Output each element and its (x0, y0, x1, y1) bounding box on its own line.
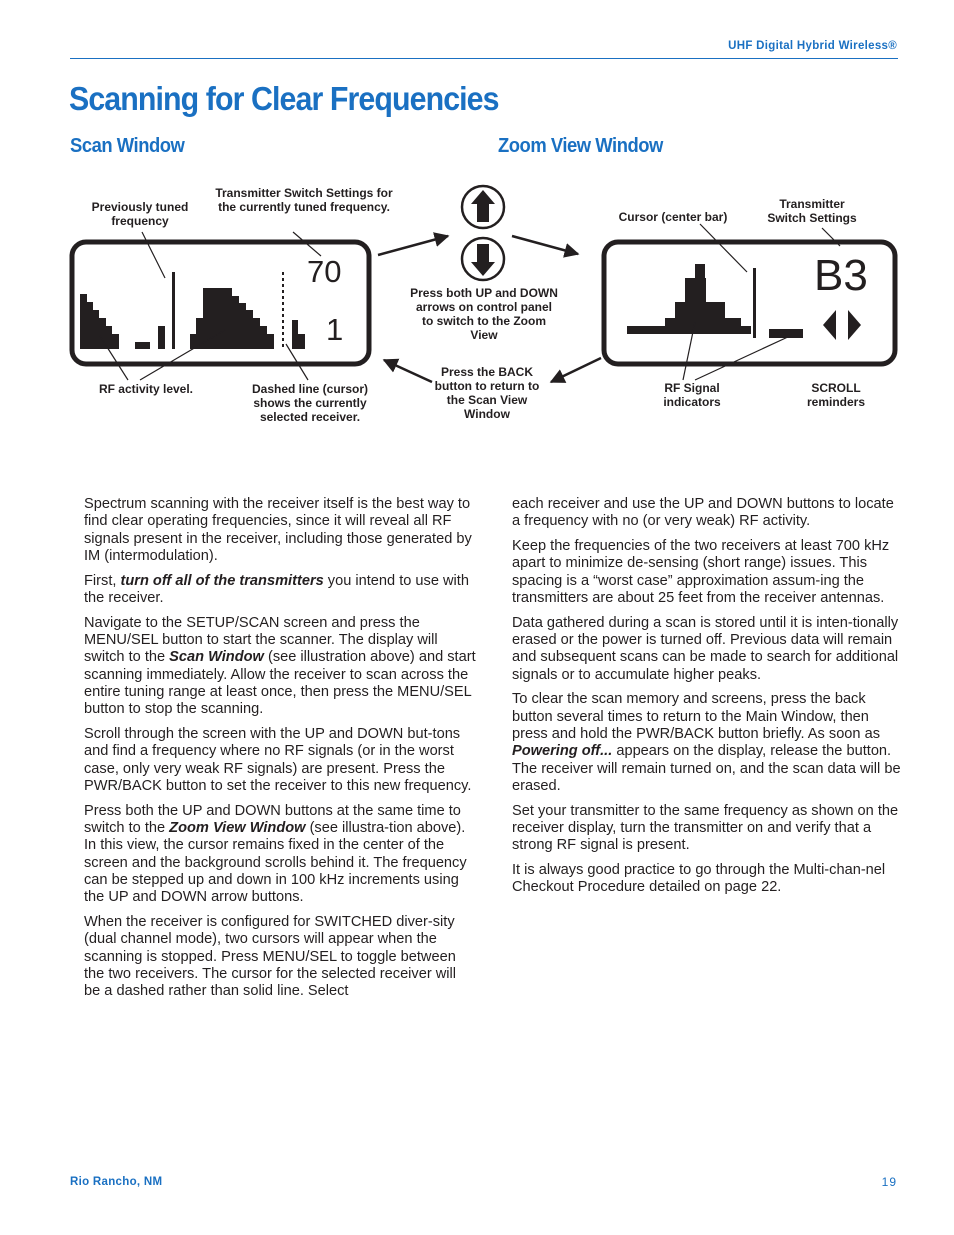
scroll-right-icon (848, 310, 861, 340)
rf-signal-bars (627, 264, 751, 334)
page-title: Scanning for Clear Frequencies (69, 80, 499, 117)
footer-location: Rio Rancho, NM (70, 1176, 163, 1188)
left-text-column (84, 496, 476, 1008)
arrow-back-left (384, 360, 432, 382)
arrow-back-right (551, 358, 601, 382)
previously-tuned-marker (172, 272, 175, 349)
right-paragraph-3: Data gathered during a scan is stored until it is inten-tionally erased or the power is turned off. Previous data will remain and subsequent scans can be made to search for additional signals or to accumulate higher peaks. (512, 614, 899, 683)
rf-signal-bar-right (769, 329, 803, 338)
arrow-to-zoom-right (512, 236, 578, 254)
left-paragraph-1: Spectrum scanning with the receiver itself is the best way to find clear operating frequencies, since it will reveal all RF signals present in the receiver, including those generated by IM (intermodulation). (84, 496, 472, 564)
left-paragraph-4: Scroll through the screen with the UP and DOWN but-tons and find a frequency where no RF signals (or in the worst case, only very weak RF signals) are present. Press the PWR/BACK button to set the receiver to this new frequency. (84, 726, 472, 794)
left-paragraph-5: Press both the UP and DOWN buttons at the same time to switch to the Zoom View Window (see illustra-tion above). In this view, the cursor remains fixed in the center of the screen and the background scrolls behind it. The frequency can be stepped up and down in 100 kHz increments using the UP and DOWN arrow buttons. (84, 802, 467, 906)
label-press-both: Press both UP and DOWN arrows on control panel to switch to the Zoom View (410, 286, 558, 342)
label-rf-activity: RF activity level. (98, 382, 194, 396)
zoom-tx-setting: B3 (814, 251, 868, 300)
section-heading-scan-window: Scan Window (70, 135, 185, 157)
rf-activity-bars-peak (190, 288, 274, 349)
rf-activity-bars-right (292, 320, 305, 349)
arrow-to-zoom-left (378, 236, 448, 255)
header-product-title: UHF Digital Hybrid Wireless® (728, 40, 897, 52)
right-paragraph-6: It is always good practice to go through the Multi-chan-nel Checkout Procedure detailed on page 22. (512, 862, 886, 896)
section-heading-zoom-window: Zoom View Window (498, 135, 663, 157)
rf-activity-bars-left (80, 294, 119, 349)
label-dashed-line: Dashed line (cursor) shows the currently selected receiver. (251, 382, 369, 424)
label-previously-tuned: Previously tuned frequency (91, 200, 189, 228)
emphasis-powering-off: Powering off... (512, 743, 613, 760)
emphasis-turn-off-transmitters: turn off all of the transmitters (120, 572, 324, 589)
right-paragraph-1: each receiver and use the UP and DOWN buttons to locate a frequency with no (or very weak) RF activity. (512, 496, 894, 530)
zoom-center-cursor (753, 268, 756, 338)
right-paragraph-2: Keep the frequencies of the two receivers at least 700 kHz apart to minimize de-sensing (short range) issues. This spacing is a “worst case” approximation assum-ing the transmitters are about 25 feet from the receiver antennas. (512, 538, 890, 606)
label-rf-signal-indicators: RF Signal indicators (663, 381, 721, 409)
rf-activity-bar-small (135, 342, 150, 349)
right-text-column (512, 496, 904, 904)
label-cursor-center: Cursor (center bar) (618, 210, 728, 224)
emphasis-scan-window: Scan Window (169, 649, 264, 666)
rf-activity-bar-small-2 (158, 326, 165, 349)
label-press-back: Press the BACK button to return to the Scan View Window (434, 365, 540, 421)
scroll-left-icon (823, 310, 836, 340)
emphasis-zoom-view-window: Zoom View Window (169, 820, 306, 837)
label-tx-switch-settings-tuned: Transmitter Switch Settings for the currently tuned frequency. (215, 186, 393, 214)
page-number: 19 (881, 1175, 897, 1189)
label-scroll-reminders: SCROLL reminders (806, 381, 866, 409)
down-arrow-button (462, 238, 504, 280)
left-paragraph-6: When the receiver is configured for SWITCHED diver-sity (dual channel mode), two cursors will appear when the scanning is stopped. Press MENU/SEL to toggle between the two receivers. The cursor for the selected receiver will be a dashed rather than solid line. Select (84, 914, 457, 1000)
right-paragraph-5: Set your transmitter to the same frequency as shown on the receiver display, turn the transmitter on and verify that a strong RF signal is present. (512, 802, 899, 854)
right-paragraph-4: To clear the scan memory and screens, press the back button several times to return to the Main Window, then press and hold the PWR/BACK button briefly. As soon as Powering off... appears on the display, release the button. The receiver will remain turned on, and the scan data will be erased. (512, 691, 901, 794)
up-arrow-button (462, 186, 504, 228)
scan-tx-setting-bottom: 1 (326, 312, 344, 347)
label-tx-switch-settings: Transmitter Switch Settings (767, 197, 857, 225)
left-paragraph-2: First, turn off all of the transmitters you intend to use with the receiver. (84, 572, 469, 606)
scan-tx-setting-top: 70 (307, 254, 342, 289)
left-paragraph-3: Navigate to the SETUP/SCAN screen and press the MENU/SEL button to start the scanner. The display will switch to the Scan Window (see illustration above) and start scanning immediately. Allow the receiver to scan across the entire tuning range at least once, then press the MENU/SEL button to stop the scanning. (84, 614, 476, 718)
